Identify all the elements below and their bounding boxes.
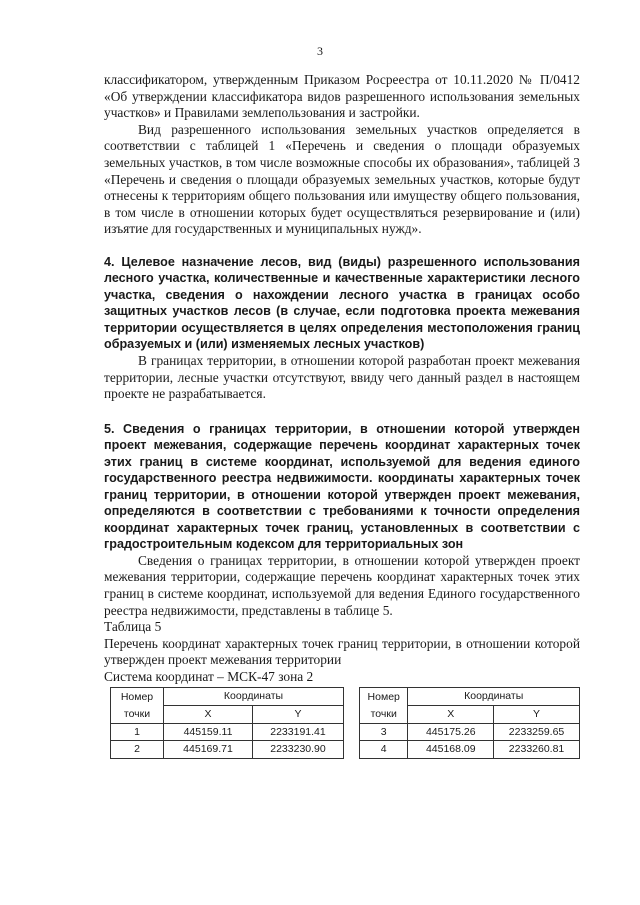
- header-y: Y: [494, 706, 580, 724]
- coordinate-y: 2233260.81: [494, 741, 580, 759]
- header-y: Y: [253, 706, 344, 724]
- coordinate-y: 2233191.41: [253, 723, 344, 741]
- coordinate-x: 445169.71: [164, 741, 253, 759]
- table-row: [360, 723, 580, 741]
- coordinate-y: 2233259.65: [494, 723, 580, 741]
- coordinate-x: 445175.26: [408, 723, 494, 741]
- table-row: [111, 723, 344, 741]
- section-4-heading: 4. Целевое назначение лесов, вид (виды) разрешенного использования лесного участка, количественные и качественные характеристики лесного участка, сведения о нахождении лесного участка в границах особо защитных участков лесов (в случае, если подготовка проекта межевания территории осуществляется в целях определения местоположения границ образуемых и (или) изменяемых лесных участков): [104, 254, 580, 352]
- header-x: X: [164, 706, 253, 724]
- point-number: 3: [360, 723, 408, 741]
- coordinate-y: 2233230.90: [253, 741, 344, 759]
- coordinates-table-right: [359, 687, 580, 758]
- point-number: 1: [111, 723, 164, 741]
- table-row: [111, 741, 344, 759]
- coordinate-system: Система координат – МСК-47 зона 2: [104, 668, 314, 684]
- coordinate-x: 445168.09: [408, 741, 494, 759]
- section-4-text: В границах территории, в отношении которой разработан проект межевания территории, лесные участки отсутствуют, ввиду чего данный раздел в настоящем проекте не разрабатывается.: [104, 352, 580, 402]
- paragraph-classifier: классификатором, утвержденным Приказом Росреестра от 10.11.2020 № П/0412 «Об утверждении классификатора видов разрешенного использования земельных участков» и Правилами землепользования и застройки.: [104, 72, 580, 121]
- table-title: Перечень координат характерных точек границ территории, в отношении которой утвержден проект межевания территории: [104, 635, 580, 668]
- coordinates-tables: [104, 687, 580, 767]
- page-number: 3: [317, 44, 323, 58]
- table-label: Таблица 5: [104, 619, 162, 635]
- point-number: 2: [111, 741, 164, 759]
- table-row: [360, 741, 580, 759]
- header-coordinates: Координаты: [164, 688, 344, 706]
- document-body: [104, 72, 580, 767]
- header-coordinates: Координаты: [408, 688, 580, 706]
- paragraph-permitted-use: Вид разрешенного использования земельных участков определяется в соответствии с таблицей 1 «Перечень и сведения о площади образуемых земельных участков, в том числе возможные способы их образования», таблицей 3 «Перечень и сведения о площади образуемых земельных участков, которые будут отнесены к территориям общего пользования или имуществу общего пользования, в том числе в отношении которых будет осуществляться резервирование и (или) изъятие для государственных и муниципальных нужд».: [104, 121, 580, 237]
- coordinate-x: 445159.11: [164, 723, 253, 741]
- header-x: X: [408, 706, 494, 724]
- section-5-text: Сведения о границах территории, в отношении которой утвержден проект межевания территории, содержащие перечень координат характерных точек этих границ в системе координат, используемой для ведения Единого государственного реестра недвижимости, представлены в таблице 5.: [104, 552, 580, 618]
- coordinates-table-left: [110, 687, 344, 758]
- point-number: 4: [360, 741, 408, 759]
- header-point-number: Номер точки: [360, 688, 408, 723]
- section-5-heading: 5. Сведения о границах территории, в отношении которой утвержден проект межевания, содержащие перечень координат характерных точек этих границ в системе координат, используемой для ведения единого государственного реестра недвижимости. координаты характерных точек границ территории, в отношении которой утвержден проект межевания, определяются в соответствии с требованиями к точности определения координат характерных точек границ, установленных в соответствии с градостроительным кодексом для территориальных зон: [104, 421, 580, 552]
- header-point-number: Номер точки: [111, 688, 164, 723]
